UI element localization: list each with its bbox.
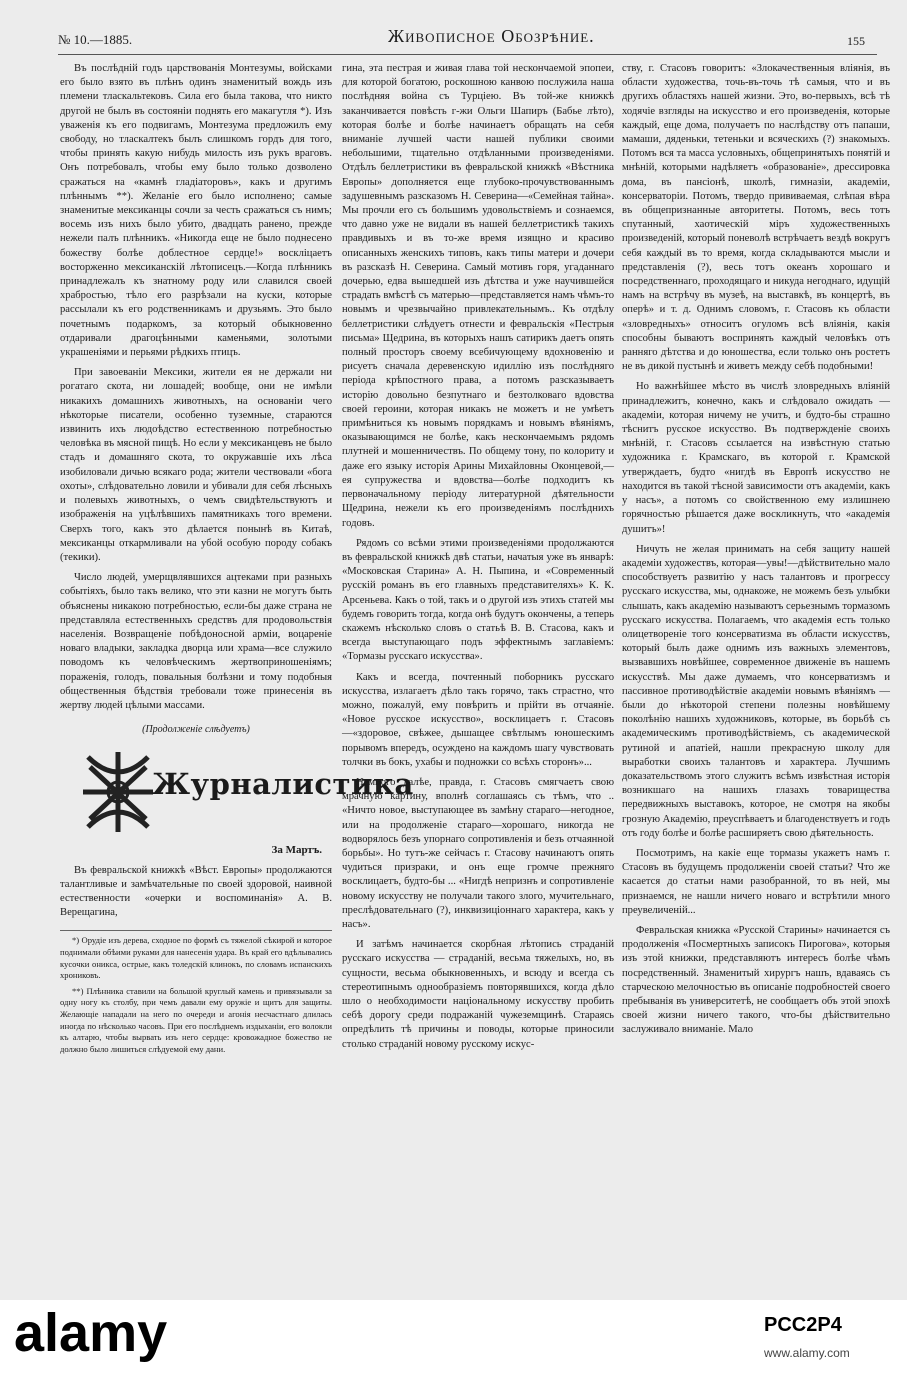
column-3 (622, 62, 890, 1044)
paragraph: Февральская книжка «Русской Старины» начинается съ продолженія «Посмертныхъ записокъ Пирогова», которыя изъ этой книжки, представляютъ интересъ болѣе чѣмъ посредственный. Знаменитый хирургъ нашъ, вдаваясь съ старческою мелочностью въ описаніе подробностей своего пребыванія въ университетѣ, не сообщаетъ объ этой эпохѣ своей жизни ничего такого, что-бы дѣйствительно заслуживало вниманіе. Мало (622, 924, 890, 1036)
stock-url: www.alamy.com (764, 1346, 850, 1360)
column-1 (60, 62, 414, 1059)
page-number: 155 (847, 34, 865, 48)
journal-title: Живописное Обозрѣние. (388, 26, 595, 46)
column-2 (342, 62, 614, 1058)
section-subtitle: За Мартъ. (271, 844, 322, 857)
paragraph: Рядомъ со всѣми этими произведеніями продолжаются въ февральской книжкѣ двѣ статьи, начатыя уже въ январѣ: «Московская Старина» А. Н. Пыпина, и «Современный русскій романъ въ его главныхъ представителяхъ» К. К. Арсеньева. Какъ о той, такъ и о другой изъ этихъ статей мы будемъ говорить тогда, когда онѣ будутъ окончены, а теперь скажемъ нѣсколько словъ о статьѣ В. В. Стасова, какъ и всегда выступающаго подъ эффектнымъ заглавіемъ: «Тормазы русскаго искусства». (342, 537, 614, 663)
image-id: PCC2P4 (764, 1314, 842, 1336)
paragraph: Посмотримъ, на какіе еще тормазы укажетъ намъ г. Стасовъ въ будущемъ продолженіи своей статьи? Что же касается до статьи нами разобранной, то въ ней, мы признаемся, не нашли ничего новаго и встрѣтили много преувеличеній... (622, 847, 890, 916)
issue-number: № 10.—1885. (58, 32, 133, 47)
stock-watermark-bar (0, 1300, 907, 1390)
paragraph: Немного далѣе, правда, г. Стасовъ смягчаетъ свою мрачную картину, вполнѣ соглашаясь съ тѣмъ, что .. «Ничто новое, выступающее въ замѣну стараго—негодное, или на продолженіе стараго—хорошаго, никогда не водворялось безъ упорнаго сопротивленія и безъ отчаянной борьбы». Но тутъ-же сейчасъ г. Стасову начинаютъ опять чудиться призраки, и онъ еще громче прежняго восклицаетъ, будто-бы ... «Нигдѣ непризнъ и сопротивленіе новому искусству не получали такого злого, мучительнаго, преслѣдовательнаго (?), инквизиціоннаго характера, какъ у насъ». (342, 776, 614, 930)
paragraph: Какъ и всегда, почтенный поборникъ русскаго искусства, излагаетъ дѣло такъ горячо, такъ страстно, что можно, пожалуй, ему повѣрить и прійти въ отчаяніе. «Новое русское искусство», восклицаетъ г. Стасовъ—«здоровое, свѣжее, дышащее свѣтлымъ юношескимъ порывомъ впередъ, осуждено на каждомъ шагу чувствовать толчки въ бокъ, ухабы и подножки со всѣхъ сторонъ»... (342, 671, 614, 768)
ornamental-letter-icon (78, 747, 158, 837)
section-title: Журналистика (152, 767, 414, 802)
footnotes (60, 930, 332, 1055)
page-header (58, 24, 877, 55)
paragraph: Ничуть не желая принимать на себя защиту нашей академіи художествъ, которая—увы!—дѣйствительно мало способствуетъ развитію у насъ талантовъ и прогрессу русскаго искусства, мы, однакоже, не можемъ безъ улыбки слышать, какъ академію называютъ серьезнымъ тормазомъ русскаго искусства. Полагаемъ, что академія есть только олицетвореніе того консерватизма въ области искусствъ, который былъ даже однимъ изъ важныхъ элементовъ, вызвавшихъ новѣйшее, современное движеніе въ нашемъ искусствѣ. Мы даже думаемъ, что консерватизмъ и пассивное противодѣйствіе академіи новымъ вѣяніямъ — были до нѣкоторой степени полезны новѣйшему поколѣнію нашихъ художниковъ, которые, въ борьбѣ съ академическимъ противодѣйствіемъ, съ академической рутиной и апатіей, нашли прекрасную школу для выработки своихъ талантовъ и характера. Лучшимъ доказательствомъ этого служитъ всѣмъ извѣстная исторія возникшаго на нашихъ глазахъ товарищества передвижныхъ выставокъ, которое, не смотря на якобы грозную Академію, преуспѣваетъ и благоденствуетъ и годъ отъ году болѣе и болѣе расширяетъ свою дѣятельность. (622, 543, 890, 839)
alamy-logo: alamy (14, 1303, 168, 1363)
footnote: *) Орудіе изъ дерева, сходное по формѣ съ тяжелой сѣкирой и которое поднимали обѣими руками для нанесенія удара. Въ край его вдѣлывались кусочки ониксa, острые, какъ толедскій клинокъ, по словамъ испанскихъ хрониковъ. (60, 935, 332, 981)
paragraph: ству, г. Стасовъ говоритъ: «Злокачественныя вліянія, въ области художества, точь-въ-точь тѣ самыя, что и въ другихъ областяхъ нашей жизни. Это, во-первыхъ, всѣ тѣ ходячіе взгляды на искусство и его произведенія, которые каждый, еще дома, получаетъ по наслѣдству отъ папаши, мамаши, дяденьки, тетеньки и всяческихъ (?) знакомыхъ. Потомъ вся та масса условныхъ, общепринятыхъ понятій и мнѣній, которыми надѣляетъ «образованіе», дрессировка дома, въ пансіонѣ, школѣ, гимназіи, академіи, консерваторіи. Потомъ, твердо прививаемая, слѣпая вѣра въ общепризнанные авторитеты. Потомъ, весь тотъ спутанный, хаотическій міръ художественныхъ произведеній, который поневолѣ встрѣчаетъ вездѣ вокругъ себя каждый въ то время, когда складываются мысли и представленія (?), весь тотъ океанъ хорошаго и посредственнаго, проходящаго и никуда негоднаго, идущій намъ на встрѣчу въ музеѣ, на выставкѣ, въ концертѣ, въ оперѣ» и т. д. Однимъ словомъ, г. Стасовъ къ области «зловредныхъ» относитъ огуломъ всѣ вліянія, какія способны бываютъ воспринять каждый человѣкъ отъ ранняго дѣтства и до юношества, если только онъ ростетъ не въ дикой пустынѣ и живетъ между себѣ подобными! (622, 63, 890, 373)
paragraph: И затѣмъ начинается скорбная лѣтопись страданій русскаго искусства — страданій, весьма тяжелыхъ, но, въ сущности, весьма обыкновенныхъ, и всюду и всегда съ стереотипнымъ однообразіемъ повторявшихся, когда дѣло шло о необходимости національному искусству пробить себѣ дорогу среди подражаній чужеземщинѣ. Стараясь опредѣлить тѣ причины и поводы, которые приносили столько страданій новому русскому искус- (342, 939, 614, 1050)
paragraph: гина, эта пестрая и живая глава той нескончаемой эпопеи, для которой богатою, роскошною канвою послужила наша послѣдняя война съ Турціею. Въ той-же книжкѣ заканчивается повѣсть г-жи Ольги Шапиръ (Бабье лѣто), которая болѣе и болѣе начинаетъ обращать на себя вниманіе лучшей части нашей публики своими небольшими, тщательно отдѣланными произведеніями. Отдѣлъ беллетристики въ февральской книжкѣ «Вѣстника Европы» дополняется еще глубоко-прочувствованнымъ задушевнымъ разсказомъ Н. Северина—«Семейная тайна». Мы прочли его съ большимъ удовольствіемъ и сознаемся, что давно уже не видали въ нашей беллетристикѣ такихъ правдивыхъ и въ то-же время изящно и красиво описанныхъ женскихъ типовъ, какъ типы матери и дочери въ разсказѣ Н. Северина. Самый мотивъ горя, угаданнаго дочерью, едва вышедшей изъ дѣтства и уже научившейся страдать вмѣстѣ съ матерью—представляется намъ чѣмъ-то новымъ и чрезвычайно привлекательнымъ.. Къ отдѣлу беллетристики слѣдуетъ отнести и февральскія «Пестрыя письма» Щедрина, въ которыхъ нашъ сатирикъ даетъ опять полный просторъ своему всебичующему вдохновенію и рисуетъ сначала деревенскую идиллію изъ послѣдняго періода крѣпостного права, а потомъ разсказываетъ исторію довольно безпутнаго и безтолковаго вдовства своей героини, которая никакъ не можетъ и не умѣетъ примѣниться къ новымъ порядкамъ и новымъ вѣяніямъ, оказывающимся не болѣе, какъ нескончаемымъ рядомъ плутней и мошенничествъ. По общему тону, по колориту и даже его языку исторія Арины Михайловны Оконцевой,—ея супружества и вдовства—болѣе подходитъ къ первоначальному періоду литературной дѣятельности Щедрина, нежели къ его произведеніямъ послѣднихъ годовъ. (342, 63, 614, 529)
paragraph: При завоеваніи Мексики, жители ея не держали ни рогатаго скота, ни лошадей; вообще, они не имѣли никакихъ домашнихъ животныхъ, на основаніи чего нѣкоторые писатели, особенно туземные, стараются извинить ихъ людоѣдство естественною потребностью человѣка въ мясной пищѣ. Но если у мексиканцевъ не было стадъ и домашняго скота, то окружавшіе ихъ лѣса изобиловали дичью всякаго рода; жители чествовали «бога охоты», слѣдовательно ловили и убивали для себя лѣсныхъ и полевыхъ животныхъ, о чемъ свидѣтельствуютъ и изображенія на уцѣлѣвшихъ памятникахъ того времени. Сверхъ того, какъ это дѣлается понынѣ въ Китаѣ, мексиканцы откармливали на убой особую породу собакъ (текики). (60, 367, 332, 563)
paragraph: Въ послѣдній годъ царствованія Монтезумы, войсками его было взято въ плѣнъ одинъ знаменитый вождь изъ племени тласкальтековъ. Сила его была такова, что никто другой не былъ въ состояніи поднять его макагутля *). Изъ уваженія къ его подвигамъ, Монтезума предложилъ ему свободу, но тласкалтекъ былъ слишкомъ гордъ для того, чтобы принять какую нибудь милость изъ рукъ враговъ. Онъ потребовалъ, чтобы ему было только дозволено сражаться на «камнѣ гладіаторовъ», какъ и другимъ плѣннымъ **). Желаніе его было исполнено; самые знаменитые мексиканцы сочли за честь сражаться съ нимъ; восемь изъ нихъ было убито, двадцать ранено, прежде нежели палъ плѣнникъ. «Никогда еще не было поднесено божеству болѣе доблестное сердце!» воскліцаетъ восторженно мексиканскій лѣтописецъ.—Когда плѣнникъ принадлежалъ къ знатному роду или славился своей храбростью, тѣло его разрѣзали на куски, которые рассылали къ его родственникамъ и друзьямъ. Это было почетнымъ подаркомъ, за который обыкновенно отдаривали драгоцѣнными каменьями, золотыми украшеніями и перьями рѣдкихъ птицъ. (60, 63, 332, 359)
paragraph: Въ февральской книжкѣ «Вѣст. Европы» продолжаются талантливые и замѣчательные по своей здоровой, наивной естественности «очерки и воспоминанія» А. В. Верещагина, (60, 864, 332, 919)
paragraph: Но важнѣйшее мѣсто въ числѣ зловредныхъ вліяній принадлежитъ, конечно, какъ и слѣдовало ожидать — академіи, которая ничему не учитъ, и будто-бы страшно тѣснитъ русское искусство. Въ подтвержденіе своихъ мнѣній, г. Стасовъ ссылается на извѣстную статью художника г. Крамскаго, въ которой г. Крамской утверждаетъ, будто «нигдѣ въ Европѣ искусство не находится въ такой тѣсной зависимости отъ академіи, какъ у насъ», а потомъ со свойственною ему излишнею горячностью рѣшается даже воскликнуть, что «академія душитъ»! (622, 381, 890, 535)
paragraph: Число людей, умерщвлявшихся ацтеками при разныхъ событіяхъ, было такъ велико, что эти казни не могутъ быть объяснены никакою потребностью, если-бы даже страна не представляла естественныхъ средствъ для продовольствія населенія. Возвращеніе побѣдоносной арміи, воцареніе новаго владыки, закладка дворца или храма—все служило поводомъ къ человѣческимъ жертвоприношеніямъ; пораженія, голодъ, повальныя болѣзни и тому подобныя общественныя бѣдствія требовали тоже принесенія въ жертву людей цѣлыми массами. (60, 572, 332, 711)
continued-note: (Продолженіе слѣдуетъ) (142, 724, 250, 736)
section-banner (60, 747, 414, 839)
footnote: **) Плѣнника ставили на большой круглый камень и привязывали за одну ногу къ столбу, при чемъ давали ему оружіе и щитъ для защиты. Желающіе нападали на него по очереди и агонія несчастнаго длилась иногда по нѣсколько часовъ. При его послѣднемъ издыханіи, его волокли къ алтарю, чтобы вырвать изъ него сердце: кровожадное божество не должно было лишиться слѣдуемой ему дани. (60, 985, 332, 1054)
